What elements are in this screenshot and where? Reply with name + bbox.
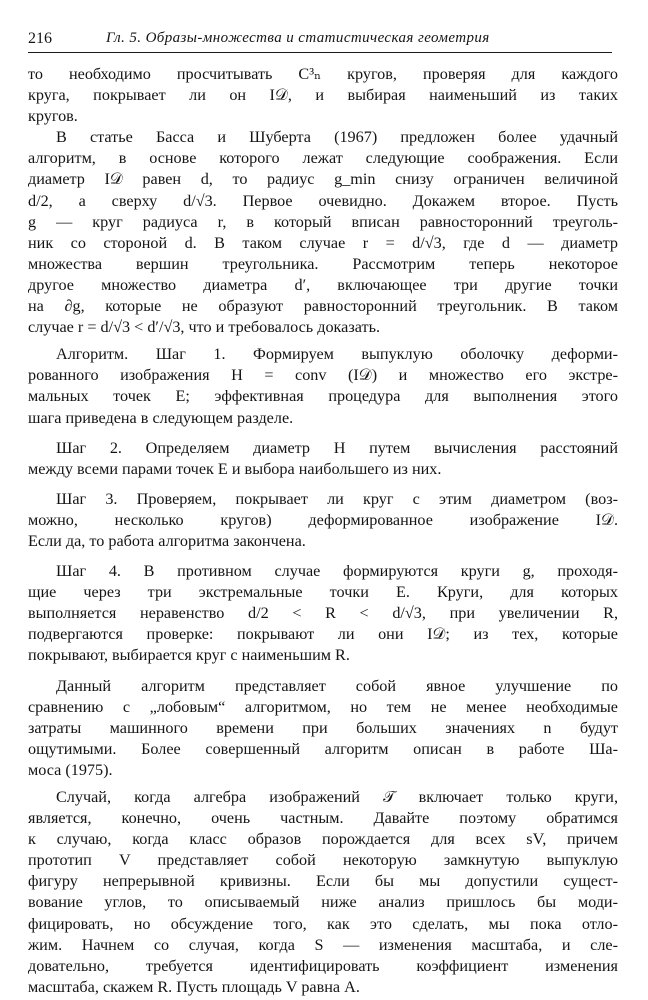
text-line: фицировать, но обсуждение того, как это сделать, мы пока отло-: [28, 914, 618, 933]
paragraph-start: Случай, когда алгебра изображений 𝒯 включает только круги,: [56, 788, 618, 806]
text-line: другое множество диаметра d′, включающее три другие точки: [28, 275, 618, 294]
text-line: сравнению с „лобовым“ алгоритмом, но тем не менее необходимые: [28, 697, 618, 716]
text-line: моса (1975).: [28, 760, 113, 779]
text-line: шага приведена в следующем разделе.: [28, 408, 294, 427]
text-line: случае r = d/√3 < d′/√3, что и требовалось доказать.: [28, 318, 380, 337]
text-line: мальных точек E; эффективная процедура для выполнения этого: [28, 387, 618, 406]
text-line: алгоритм, в основе которого лежат следующие соображения. Если: [28, 149, 618, 168]
page-body: [28, 64, 618, 998]
text-line: d/2, а сверху d/√3. Первое очевидно. Докажем второе. Пусть: [28, 191, 618, 210]
text-line: жим. Начнем со случая, когда S — изменения масштаба, и сле-: [28, 935, 618, 954]
text-line: можно, несколько кругов) деформированное изображение I𝒟.: [28, 510, 618, 529]
text-line: то необходимо просчитывать C³ₙ кругов, проверяя для каждого: [28, 65, 618, 83]
algorithm-step-3: Шаг 3. Проверяем, покрывает ли круг с этим диаметром (воз-: [56, 489, 618, 508]
paragraph-gap: [28, 480, 618, 489]
text-line: множества вершин треугольника. Рассмотрим теперь некоторое: [28, 254, 618, 273]
text-line: кругов.: [28, 107, 78, 126]
paragraph-gap: [28, 429, 618, 438]
running-header: [28, 30, 612, 53]
text-line: фигуру непрерывной кривизны. Если бы мы допустили сущест-: [28, 872, 618, 891]
algorithm-step-2: Шаг 2. Определяем диаметр H путем вычисления расстояний: [56, 438, 618, 457]
paragraph-start: В статье Басса и Шуберта (1967) предложен более удачный: [56, 128, 618, 147]
paragraph-gap: [28, 667, 618, 676]
text-line: между всеми парами точек E и выбора наибольшего из них.: [28, 459, 442, 478]
text-line: щие через три экстремальные точки E. Круги, для которых: [28, 583, 618, 602]
paragraph-gap: [28, 552, 618, 561]
text-line: к случаю, когда класс образов порождается для всех sV, причем: [28, 830, 618, 849]
algorithm-step-4: Шаг 4. В противном случае формируются круги g, проходя-: [56, 562, 618, 581]
text-line: вование углов, то описываемый ниже анализ пришлось бы моди-: [28, 893, 618, 912]
text-line: g — круг радиуса r, в который вписан равносторонний треуголь-: [28, 212, 618, 231]
text-line: затраты машинного времени при больших значениях n будут: [28, 718, 618, 737]
page-number: 216: [28, 30, 52, 47]
text-line: ощутимыми. Более совершенный алгоритм описан в работе Ша-: [28, 739, 618, 758]
paragraph-start: Данный алгоритм представляет собой явное улучшение по: [56, 676, 618, 695]
text-line: покрывают, выбирается круг с наименьшим R.: [28, 646, 350, 665]
text-line: Если да, то работа алгоритма закончена.: [28, 531, 306, 550]
algorithm-step-1: Алгоритм. Шаг 1. Формируем выпуклую оболочку деформи-: [56, 345, 618, 364]
text-line: рованного изображения H = conv (I𝒟) и множество его экстре-: [28, 366, 618, 385]
text-line: круга, покрывает ли он I𝒟, и выбирая наименьший из таких: [28, 86, 618, 105]
text-line: является, конечно, очень частным. Давайте поэтому обратимся: [28, 809, 618, 828]
chapter-title: Гл. 5. Образы-множества и статистическая геометрия: [106, 30, 490, 46]
text-line: выполняется неравенство d/2 < R < d/√3, при увеличении R,: [28, 604, 618, 623]
text-line: на ∂g, которые не образуют равносторонний треугольник. В таком: [28, 297, 618, 316]
text-line: масштаба, скажем R. Пусть площадь V равна A.: [28, 977, 360, 996]
text-line: диаметр I𝒟 равен d, то радиус g_min снизу ограничен величиной: [28, 170, 618, 189]
text-line: ник со стороной d. В таком случае r = d/√3, где d — диаметр: [28, 233, 618, 252]
text-line: прототип V представляет собой некоторую замкнутую выпуклую: [28, 851, 618, 870]
text-line: подвергаются проверке: покрывают ли они I𝒟; из тех, которые: [28, 625, 618, 644]
text-line: довательно, требуется идентифицировать коэффициент изменения: [28, 956, 618, 975]
